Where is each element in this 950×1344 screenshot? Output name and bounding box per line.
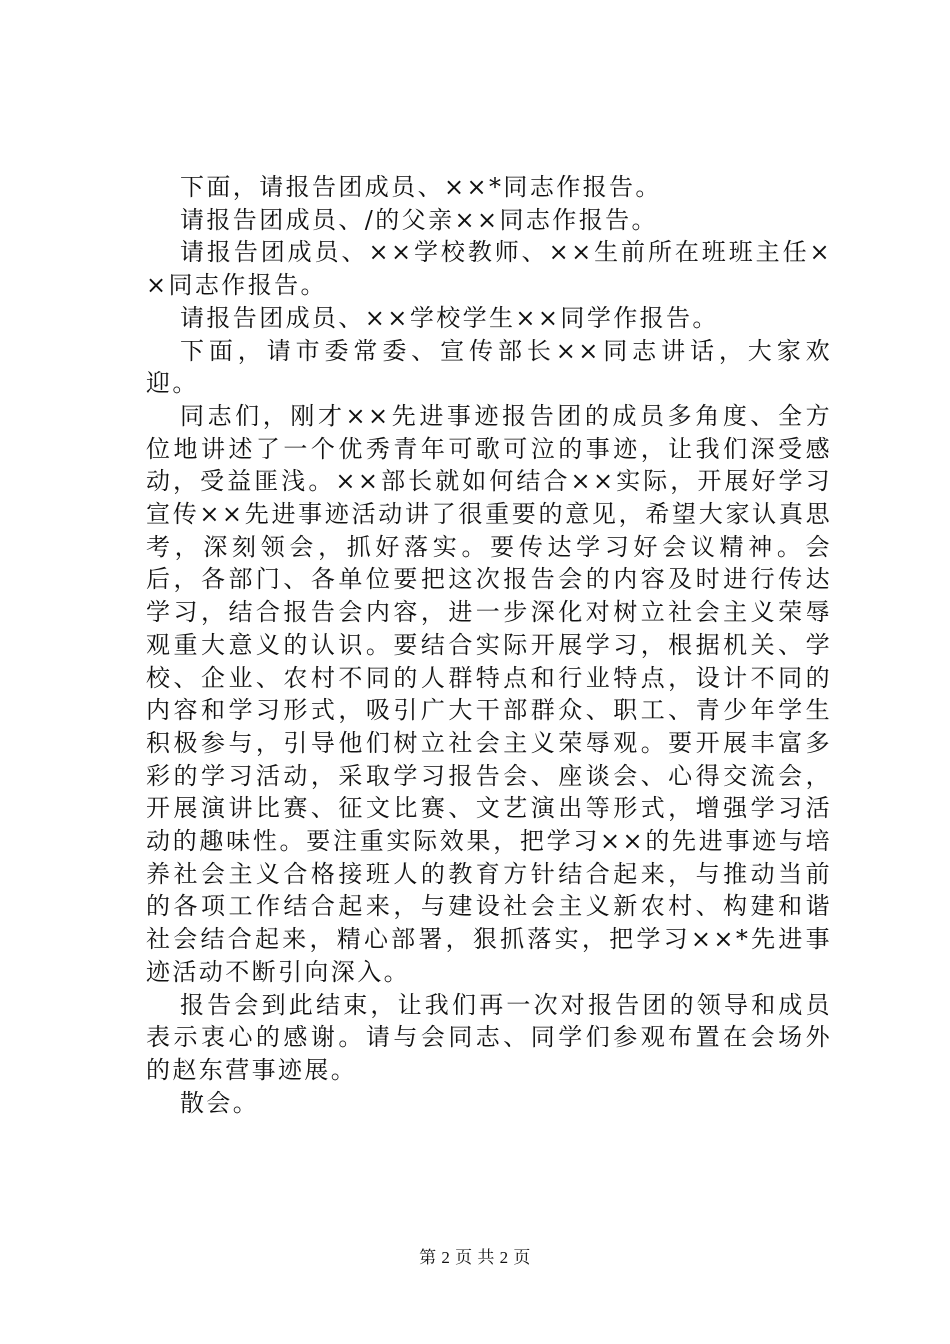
paragraph-2: 请报告团成员、/的父亲××同志作报告。 <box>180 205 658 234</box>
paragraph-8: 散会。 <box>180 1088 260 1117</box>
page-number-label: 第 2 页 共 2 页 <box>419 1248 531 1267</box>
paragraph-4: 请报告团成员、××学校学生××同学作报告。 <box>180 303 719 332</box>
document-body <box>146 171 832 1119</box>
paragraph-1: 下面，请报告团成员、××*同志作报告。 <box>180 173 662 201</box>
paragraph-6: 同志们，刚才××先进事迹报告团的成员多角度、全方位地讲述了一个优秀青年可歌可泣的事迹，让我们深受感动，受益匪浅。××部长就如何结合××实际，开展好学习宣传××先进事迹活动讲了很重要的意见，希望大家认真思考，深刻领会，抓好落实。要传达学习好会议精神。会后，各部门、各单位要把这次报告会的内容及时进行传达学习，结合报告会内容，进一步深化对树立社会主义荣辱观重大意义的认识。要结合实际开展学习，根据机关、学校、企业、农村不同的人群特点和行业特点，设计不同的内容和学习形式，吸引广大干部群众、职工、青少年学生积极参与，引导他们树立社会主义荣辱观。要开展丰富多彩的学习活动，采取学习报告会、座谈会、心得交流会，开展演讲比赛、征文比赛、文艺演出等形式，增强学习活动的趣味性。要注重实际效果，把学习××的先进事迹与培养社会主义合格接班人的教育方针结合起来，与推动当前的各项工作结合起来，与建设社会主义新农村、构建和谐社会结合起来，精心部署，狠抓落实，把学习××*先进事迹活动不断引向深入。 <box>146 401 832 986</box>
paragraph-7: 报告会到此结束，让我们再一次对报告团的领导和成员表示衷心的感谢。请与会同志、同学们参观布置在会场外的赵东营事迹展。 <box>146 990 832 1084</box>
paragraph-3: 请报告团成员、××学校教师、××生前所在班班主任××同志作报告。 <box>146 238 832 300</box>
page-footer <box>0 1243 950 1268</box>
paragraph-5: 下面，请市委常委、宣传部长××同志讲话，大家欢迎。 <box>146 336 832 398</box>
